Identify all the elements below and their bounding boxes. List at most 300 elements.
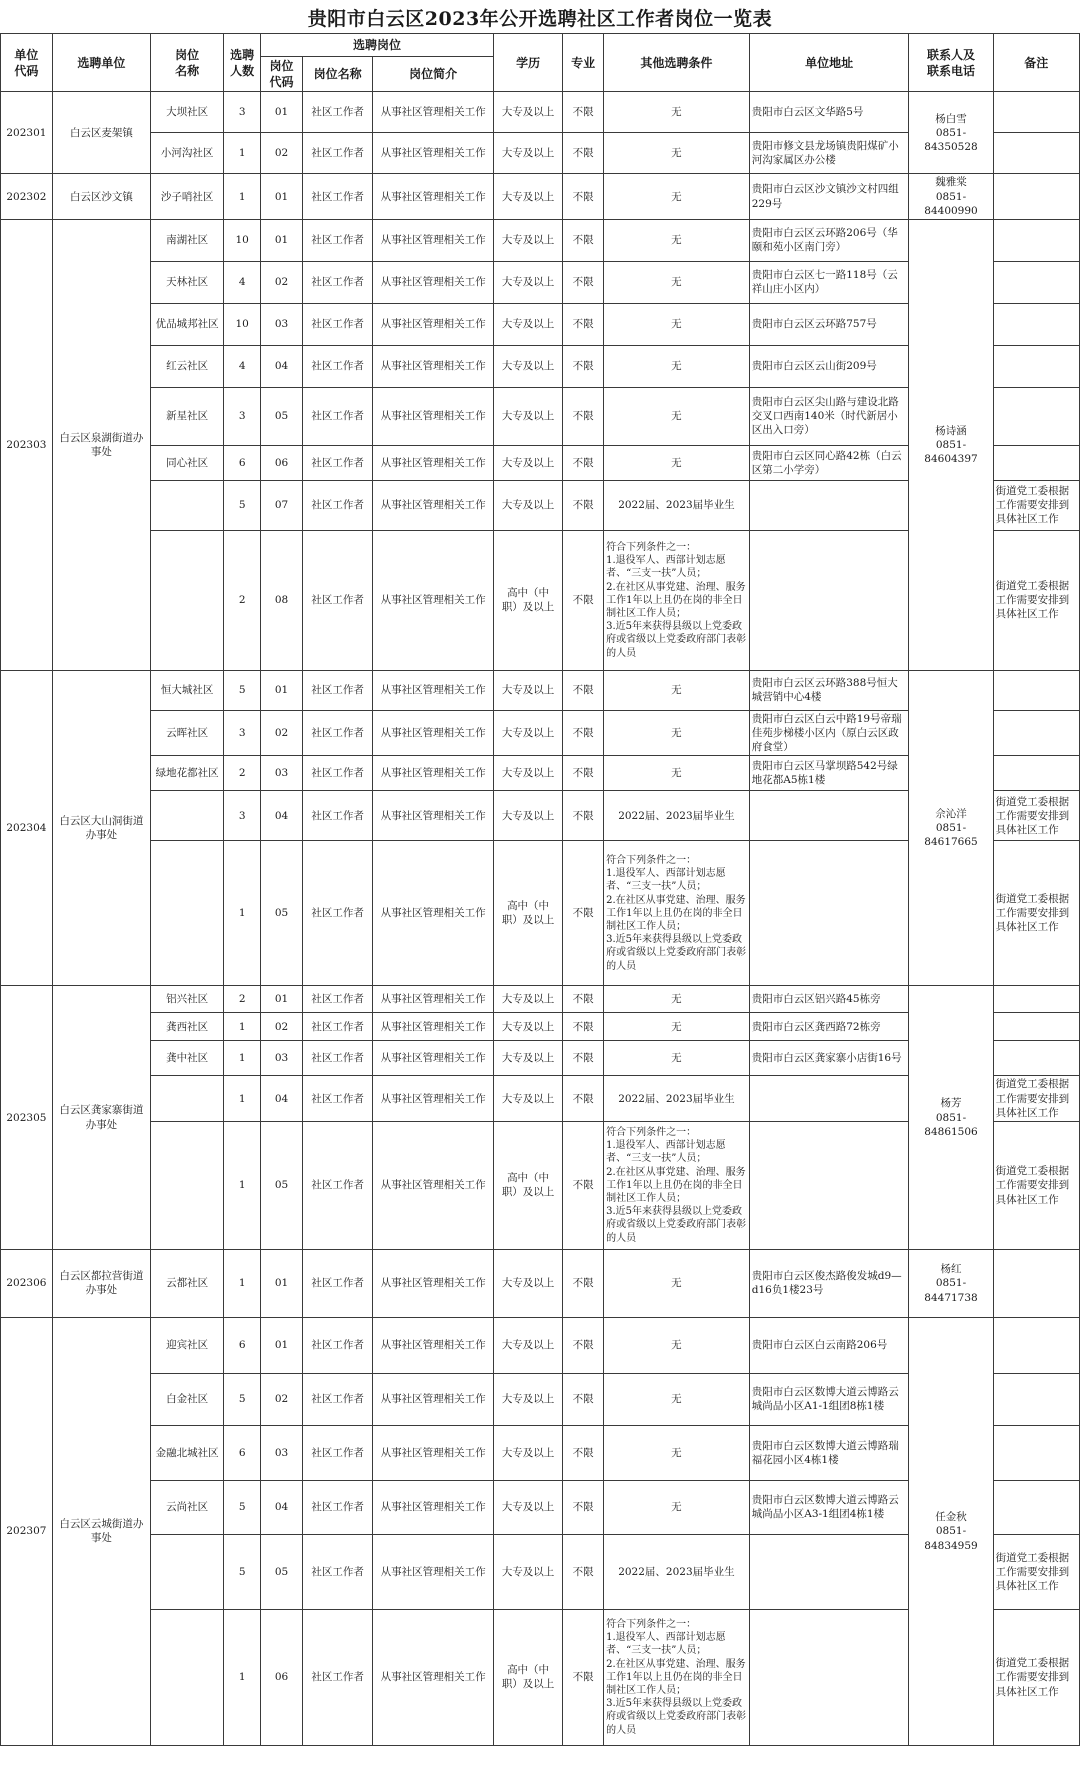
- post-title-cell: 社区工作者: [303, 133, 373, 174]
- address-cell: 贵阳市白云区铝兴路45栋旁: [749, 986, 909, 1013]
- address-cell: [749, 480, 909, 530]
- post-name-cell: [150, 841, 223, 986]
- post-code-cell: 05: [261, 1534, 303, 1609]
- count-cell: 1: [224, 174, 261, 220]
- note-cell: [993, 1013, 1079, 1041]
- col-post-desc: 岗位简介: [373, 57, 494, 92]
- unit-code-cell: 202301: [1, 92, 53, 174]
- count-cell: 5: [224, 1534, 261, 1609]
- post-code-cell: 01: [261, 1317, 303, 1373]
- post-code-cell: 08: [261, 530, 303, 670]
- note-cell: [993, 445, 1079, 480]
- post-desc-cell: 从事社区管理相关工作: [373, 480, 494, 530]
- contact-cell: 杨芳 0851-84861506: [909, 986, 993, 1250]
- post-desc-cell: 从事社区管理相关工作: [373, 1249, 494, 1317]
- address-cell: 贵阳市白云区龚家寨小店街16号: [749, 1041, 909, 1076]
- education-cell: 大专及以上: [494, 219, 563, 261]
- address-cell: 贵阳市白云区尖山路与建设北路交叉口西南140米（时代新居小区出入口旁）: [749, 387, 909, 445]
- post-name-cell: 小河沟社区: [150, 133, 223, 174]
- post-desc-cell: 从事社区管理相关工作: [373, 174, 494, 220]
- other-conditions-cell: 符合下列条件之一： 1.退役军人、西部计划志愿者、“三支一扶”人员； 2.在社区从事党建、治理、服务工作1年以上且仍在岗的非全日制社区工作人员； 3.近5年来获得县级以上党委政府或省级以上党委政府部门表彰的人员: [604, 1609, 750, 1745]
- unit-code-cell: 202302: [1, 174, 53, 220]
- post-name-cell: 同心社区: [150, 445, 223, 480]
- col-unit-code: 单位 代码: [1, 34, 53, 92]
- education-cell: 大专及以上: [494, 445, 563, 480]
- note-cell: [993, 1480, 1079, 1534]
- address-cell: 贵阳市白云区云环路388号恒大城营销中心4楼: [749, 670, 909, 710]
- count-cell: 1: [224, 1121, 261, 1249]
- education-cell: 大专及以上: [494, 1425, 563, 1480]
- education-cell: 大专及以上: [494, 1249, 563, 1317]
- post-desc-cell: 从事社区管理相关工作: [373, 219, 494, 261]
- count-cell: 10: [224, 303, 261, 345]
- other-conditions-cell: 2022届、2023届毕业生: [604, 1534, 750, 1609]
- count-cell: 10: [224, 219, 261, 261]
- post-title-cell: 社区工作者: [303, 1425, 373, 1480]
- contact-cell: 魏雅棠 0851-84400990: [909, 174, 993, 220]
- major-cell: 不限: [563, 756, 604, 791]
- address-cell: [749, 791, 909, 841]
- count-cell: 1: [224, 1013, 261, 1041]
- post-desc-cell: 从事社区管理相关工作: [373, 345, 494, 387]
- education-cell: 大专及以上: [494, 1373, 563, 1425]
- post-name-cell: 铝兴社区: [150, 986, 223, 1013]
- post-desc-cell: 从事社区管理相关工作: [373, 1480, 494, 1534]
- post-code-cell: 05: [261, 1121, 303, 1249]
- post-title-cell: 社区工作者: [303, 261, 373, 303]
- major-cell: 不限: [563, 1373, 604, 1425]
- major-cell: 不限: [563, 791, 604, 841]
- post-name-cell: 新星社区: [150, 387, 223, 445]
- unit-code-cell: 202303: [1, 219, 53, 670]
- major-cell: 不限: [563, 1013, 604, 1041]
- post-desc-cell: 从事社区管理相关工作: [373, 670, 494, 710]
- education-cell: 大专及以上: [494, 710, 563, 756]
- major-cell: 不限: [563, 1425, 604, 1480]
- education-cell: 高中（中 职）及以上: [494, 530, 563, 670]
- other-conditions-cell: 无: [604, 92, 750, 133]
- address-cell: [749, 841, 909, 986]
- post-name-cell: 红云社区: [150, 345, 223, 387]
- note-cell: 街道党工委根据工作需要安排到具体社区工作: [993, 1076, 1079, 1122]
- address-cell: 贵阳市白云区云环路757号: [749, 303, 909, 345]
- post-title-cell: 社区工作者: [303, 670, 373, 710]
- post-code-cell: 05: [261, 841, 303, 986]
- note-cell: [993, 986, 1079, 1013]
- post-name-cell: 天林社区: [150, 261, 223, 303]
- address-cell: 贵阳市白云区同心路42栋（白云区第二小学旁）: [749, 445, 909, 480]
- col-major: 专业: [563, 34, 604, 92]
- address-cell: 贵阳市白云区俊杰路俊发城d9—d16负1楼23号: [749, 1249, 909, 1317]
- contact-cell: 杨白雪 0851-84350528: [909, 92, 993, 174]
- major-cell: 不限: [563, 1249, 604, 1317]
- address-cell: [749, 1609, 909, 1745]
- note-cell: [993, 756, 1079, 791]
- post-code-cell: 04: [261, 1076, 303, 1122]
- col-count: 选聘 人数: [224, 34, 261, 92]
- education-cell: 大专及以上: [494, 1041, 563, 1076]
- post-desc-cell: 从事社区管理相关工作: [373, 387, 494, 445]
- education-cell: 大专及以上: [494, 1317, 563, 1373]
- post-name-cell: 云晖社区: [150, 710, 223, 756]
- post-code-cell: 02: [261, 261, 303, 303]
- post-desc-cell: 从事社区管理相关工作: [373, 1041, 494, 1076]
- post-name-cell: 绿地花都社区: [150, 756, 223, 791]
- post-name-cell: [150, 1609, 223, 1745]
- post-code-cell: 04: [261, 791, 303, 841]
- post-desc-cell: 从事社区管理相关工作: [373, 261, 494, 303]
- contact-cell: 杨红 0851-84471738: [909, 1249, 993, 1317]
- post-code-cell: 01: [261, 92, 303, 133]
- col-post-name: 岗位 名称: [150, 34, 223, 92]
- post-title-cell: 社区工作者: [303, 756, 373, 791]
- table-row: [1, 92, 1080, 133]
- post-code-cell: 06: [261, 1609, 303, 1745]
- unit-code-cell: 202305: [1, 986, 53, 1250]
- post-code-cell: 03: [261, 303, 303, 345]
- count-cell: 2: [224, 986, 261, 1013]
- education-cell: 大专及以上: [494, 986, 563, 1013]
- table-row: [1, 986, 1080, 1013]
- other-conditions-cell: 无: [604, 1249, 750, 1317]
- post-title-cell: 社区工作者: [303, 1121, 373, 1249]
- major-cell: 不限: [563, 1480, 604, 1534]
- note-cell: [993, 387, 1079, 445]
- count-cell: 1: [224, 1249, 261, 1317]
- education-cell: 大专及以上: [494, 670, 563, 710]
- post-title-cell: 社区工作者: [303, 986, 373, 1013]
- other-conditions-cell: 无: [604, 1373, 750, 1425]
- table-body: [1, 92, 1080, 1746]
- note-cell: [993, 261, 1079, 303]
- count-cell: 2: [224, 756, 261, 791]
- post-desc-cell: 从事社区管理相关工作: [373, 710, 494, 756]
- note-cell: 街道党工委根据工作需要安排到具体社区工作: [993, 480, 1079, 530]
- count-cell: 5: [224, 1373, 261, 1425]
- post-title-cell: 社区工作者: [303, 1317, 373, 1373]
- address-cell: [749, 1076, 909, 1122]
- post-code-cell: 04: [261, 345, 303, 387]
- count-cell: 4: [224, 345, 261, 387]
- post-code-cell: 04: [261, 1480, 303, 1534]
- count-cell: 6: [224, 1317, 261, 1373]
- education-cell: 大专及以上: [494, 174, 563, 220]
- count-cell: 6: [224, 1425, 261, 1480]
- education-cell: 大专及以上: [494, 92, 563, 133]
- post-title-cell: 社区工作者: [303, 530, 373, 670]
- note-cell: 街道党工委根据工作需要安排到具体社区工作: [993, 1534, 1079, 1609]
- major-cell: 不限: [563, 1041, 604, 1076]
- education-cell: 大专及以上: [494, 133, 563, 174]
- post-name-cell: 迎宾社区: [150, 1317, 223, 1373]
- count-cell: 1: [224, 133, 261, 174]
- other-conditions-cell: 无: [604, 1013, 750, 1041]
- note-cell: 街道党工委根据工作需要安排到具体社区工作: [993, 1121, 1079, 1249]
- education-cell: 大专及以上: [494, 261, 563, 303]
- post-title-cell: 社区工作者: [303, 1534, 373, 1609]
- post-desc-cell: 从事社区管理相关工作: [373, 1013, 494, 1041]
- note-cell: 街道党工委根据工作需要安排到具体社区工作: [993, 530, 1079, 670]
- other-conditions-cell: 无: [604, 174, 750, 220]
- post-desc-cell: 从事社区管理相关工作: [373, 530, 494, 670]
- major-cell: 不限: [563, 1121, 604, 1249]
- post-title-cell: 社区工作者: [303, 303, 373, 345]
- major-cell: 不限: [563, 387, 604, 445]
- contact-cell: 佘沁洋 0851-84617665: [909, 670, 993, 986]
- post-title-cell: 社区工作者: [303, 1480, 373, 1534]
- post-name-cell: [150, 1121, 223, 1249]
- other-conditions-cell: 符合下列条件之一： 1.退役军人、西部计划志愿者、“三支一扶”人员； 2.在社区从事党建、治理、服务工作1年以上且仍在岗的非全日制社区工作人员； 3.近5年来获得县级以上党委政府或省级以上党委政府部门表彰的人员: [604, 1121, 750, 1249]
- education-cell: 高中（中 职）及以上: [494, 1609, 563, 1745]
- education-cell: 大专及以上: [494, 387, 563, 445]
- major-cell: 不限: [563, 986, 604, 1013]
- address-cell: 贵阳市修文县龙场镇贵阳煤矿小河沟家属区办公楼: [749, 133, 909, 174]
- education-cell: 大专及以上: [494, 756, 563, 791]
- count-cell: 4: [224, 261, 261, 303]
- post-name-cell: [150, 480, 223, 530]
- other-conditions-cell: 无: [604, 387, 750, 445]
- post-name-cell: 沙子哨社区: [150, 174, 223, 220]
- address-cell: [749, 1534, 909, 1609]
- post-name-cell: 龚中社区: [150, 1041, 223, 1076]
- address-cell: 贵阳市白云区云环路206号（华颐和苑小区南门旁）: [749, 219, 909, 261]
- count-cell: 2: [224, 530, 261, 670]
- note-cell: [993, 1425, 1079, 1480]
- post-title-cell: 社区工作者: [303, 219, 373, 261]
- post-title-cell: 社区工作者: [303, 1249, 373, 1317]
- note-cell: [993, 1041, 1079, 1076]
- other-conditions-cell: 无: [604, 986, 750, 1013]
- col-note: 备注: [993, 34, 1079, 92]
- col-other-conditions: 其他选聘条件: [604, 34, 750, 92]
- unit-name-cell: 白云区龚家寨街道办事处: [52, 986, 150, 1250]
- contact-cell: 任金秋 0851-84834959: [909, 1317, 993, 1745]
- post-desc-cell: 从事社区管理相关工作: [373, 791, 494, 841]
- education-cell: 大专及以上: [494, 1480, 563, 1534]
- post-title-cell: 社区工作者: [303, 1041, 373, 1076]
- note-cell: [993, 92, 1079, 133]
- post-code-cell: 02: [261, 1013, 303, 1041]
- post-code-cell: 07: [261, 480, 303, 530]
- post-title-cell: 社区工作者: [303, 174, 373, 220]
- other-conditions-cell: 无: [604, 1480, 750, 1534]
- address-cell: 贵阳市白云区白云南路206号: [749, 1317, 909, 1373]
- post-title-cell: 社区工作者: [303, 92, 373, 133]
- other-conditions-cell: 无: [604, 261, 750, 303]
- post-code-cell: 02: [261, 133, 303, 174]
- col-education: 学历: [494, 34, 563, 92]
- post-desc-cell: 从事社区管理相关工作: [373, 445, 494, 480]
- post-name-cell: [150, 530, 223, 670]
- post-title-cell: 社区工作者: [303, 791, 373, 841]
- note-cell: [993, 174, 1079, 220]
- note-cell: [993, 133, 1079, 174]
- post-title-cell: 社区工作者: [303, 710, 373, 756]
- post-title-cell: 社区工作者: [303, 1609, 373, 1745]
- unit-name-cell: 白云区沙文镇: [52, 174, 150, 220]
- unit-name-cell: 白云区云城街道办事处: [52, 1317, 150, 1745]
- post-name-cell: [150, 1534, 223, 1609]
- education-cell: 高中（中 职）及以上: [494, 841, 563, 986]
- major-cell: 不限: [563, 174, 604, 220]
- col-post-group: 选聘岗位: [261, 34, 494, 57]
- other-conditions-cell: 无: [604, 1425, 750, 1480]
- major-cell: 不限: [563, 219, 604, 261]
- major-cell: 不限: [563, 445, 604, 480]
- count-cell: 1: [224, 1609, 261, 1745]
- post-name-cell: 云都社区: [150, 1249, 223, 1317]
- count-cell: 1: [224, 1041, 261, 1076]
- post-desc-cell: 从事社区管理相关工作: [373, 92, 494, 133]
- major-cell: 不限: [563, 1317, 604, 1373]
- unit-name-cell: 白云区泉湖街道办事处: [52, 219, 150, 670]
- post-name-cell: 大坝社区: [150, 92, 223, 133]
- note-cell: [993, 1249, 1079, 1317]
- table-row: [1, 219, 1080, 261]
- education-cell: 大专及以上: [494, 480, 563, 530]
- other-conditions-cell: 无: [604, 133, 750, 174]
- table-row: [1, 670, 1080, 710]
- education-cell: 大专及以上: [494, 1076, 563, 1122]
- count-cell: 5: [224, 480, 261, 530]
- unit-name-cell: 白云区都拉营街道办事处: [52, 1249, 150, 1317]
- education-cell: 大专及以上: [494, 791, 563, 841]
- other-conditions-cell: 无: [604, 219, 750, 261]
- unit-name-cell: 白云区麦架镇: [52, 92, 150, 174]
- post-code-cell: 01: [261, 1249, 303, 1317]
- other-conditions-cell: 无: [604, 1041, 750, 1076]
- note-cell: [993, 670, 1079, 710]
- post-name-cell: [150, 1076, 223, 1122]
- education-cell: 高中（中 职）及以上: [494, 1121, 563, 1249]
- note-cell: [993, 303, 1079, 345]
- address-cell: 贵阳市白云区数博大道云博路瑞福花园小区4栋1楼: [749, 1425, 909, 1480]
- note-cell: [993, 710, 1079, 756]
- post-desc-cell: 从事社区管理相关工作: [373, 133, 494, 174]
- post-desc-cell: 从事社区管理相关工作: [373, 1425, 494, 1480]
- unit-name-cell: 白云区大山洞街道办事处: [52, 670, 150, 986]
- post-desc-cell: 从事社区管理相关工作: [373, 1076, 494, 1122]
- count-cell: 5: [224, 1480, 261, 1534]
- table-row: [1, 1317, 1080, 1373]
- major-cell: 不限: [563, 303, 604, 345]
- post-title-cell: 社区工作者: [303, 1013, 373, 1041]
- other-conditions-cell: 无: [604, 756, 750, 791]
- post-code-cell: 03: [261, 756, 303, 791]
- post-code-cell: 05: [261, 387, 303, 445]
- post-code-cell: 01: [261, 219, 303, 261]
- other-conditions-cell: 符合下列条件之一： 1.退役军人、西部计划志愿者、“三支一扶”人员； 2.在社区从事党建、治理、服务工作1年以上且仍在岗的非全日制社区工作人员； 3.近5年来获得县级以上党委政府或省级以上党委政府部门表彰的人员: [604, 841, 750, 986]
- post-name-cell: 优品城邦社区: [150, 303, 223, 345]
- post-name-cell: 云尚社区: [150, 1480, 223, 1534]
- table-row: [1, 174, 1080, 220]
- other-conditions-cell: 无: [604, 345, 750, 387]
- major-cell: 不限: [563, 841, 604, 986]
- major-cell: 不限: [563, 345, 604, 387]
- count-cell: 3: [224, 791, 261, 841]
- post-code-cell: 01: [261, 174, 303, 220]
- post-code-cell: 03: [261, 1041, 303, 1076]
- note-cell: [993, 1317, 1079, 1373]
- positions-table: [0, 33, 1080, 1746]
- other-conditions-cell: 2022届、2023届毕业生: [604, 1076, 750, 1122]
- post-title-cell: 社区工作者: [303, 387, 373, 445]
- post-code-cell: 02: [261, 1373, 303, 1425]
- page-title: 贵阳市白云区2023年公开选聘社区工作者岗位一览表: [307, 8, 773, 30]
- other-conditions-cell: 无: [604, 1317, 750, 1373]
- major-cell: 不限: [563, 480, 604, 530]
- address-cell: 贵阳市白云区文华路5号: [749, 92, 909, 133]
- education-cell: 大专及以上: [494, 1534, 563, 1609]
- post-name-cell: 白金社区: [150, 1373, 223, 1425]
- other-conditions-cell: 符合下列条件之一： 1.退役军人、西部计划志愿者、“三支一扶”人员； 2.在社区从事党建、治理、服务工作1年以上且仍在岗的非全日制社区工作人员； 3.近5年来获得县级以上党委政府或省级以上党委政府部门表彰的人员: [604, 530, 750, 670]
- post-desc-cell: 从事社区管理相关工作: [373, 986, 494, 1013]
- post-title-cell: 社区工作者: [303, 445, 373, 480]
- post-desc-cell: 从事社区管理相关工作: [373, 1317, 494, 1373]
- post-desc-cell: 从事社区管理相关工作: [373, 1534, 494, 1609]
- post-name-cell: 金融北城社区: [150, 1425, 223, 1480]
- address-cell: 贵阳市白云区白云中路19号帝瑞佳苑步梯楼小区内（原白云区政府食堂）: [749, 710, 909, 756]
- major-cell: 不限: [563, 92, 604, 133]
- major-cell: 不限: [563, 133, 604, 174]
- other-conditions-cell: 无: [604, 303, 750, 345]
- address-cell: 贵阳市白云区数博大道云博路云城尚品小区A3-1组团4栋1楼: [749, 1480, 909, 1534]
- post-desc-cell: 从事社区管理相关工作: [373, 303, 494, 345]
- post-title-cell: 社区工作者: [303, 1076, 373, 1122]
- education-cell: 大专及以上: [494, 303, 563, 345]
- post-desc-cell: 从事社区管理相关工作: [373, 841, 494, 986]
- unit-code-cell: 202304: [1, 670, 53, 986]
- post-code-cell: 01: [261, 986, 303, 1013]
- education-cell: 大专及以上: [494, 345, 563, 387]
- other-conditions-cell: 2022届、2023届毕业生: [604, 480, 750, 530]
- col-post-code: 岗位 代码: [261, 57, 303, 92]
- major-cell: 不限: [563, 710, 604, 756]
- post-title-cell: 社区工作者: [303, 841, 373, 986]
- post-desc-cell: 从事社区管理相关工作: [373, 1609, 494, 1745]
- note-cell: 街道党工委根据工作需要安排到具体社区工作: [993, 791, 1079, 841]
- post-name-cell: 龚西社区: [150, 1013, 223, 1041]
- post-name-cell: [150, 791, 223, 841]
- other-conditions-cell: 无: [604, 710, 750, 756]
- address-cell: 贵阳市白云区云山街209号: [749, 345, 909, 387]
- address-cell: 贵阳市白云区马掌坝路542号绿地花都A5栋1楼: [749, 756, 909, 791]
- major-cell: 不限: [563, 670, 604, 710]
- address-cell: 贵阳市白云区七一路118号（云祥山庄小区内）: [749, 261, 909, 303]
- count-cell: 1: [224, 1076, 261, 1122]
- note-cell: [993, 1373, 1079, 1425]
- post-title-cell: 社区工作者: [303, 1373, 373, 1425]
- major-cell: 不限: [563, 1534, 604, 1609]
- note-cell: 街道党工委根据工作需要安排到具体社区工作: [993, 841, 1079, 986]
- address-cell: 贵阳市白云区龚西路72栋旁: [749, 1013, 909, 1041]
- major-cell: 不限: [563, 261, 604, 303]
- major-cell: 不限: [563, 530, 604, 670]
- other-conditions-cell: 无: [604, 445, 750, 480]
- count-cell: 3: [224, 710, 261, 756]
- address-cell: [749, 1121, 909, 1249]
- count-cell: 3: [224, 387, 261, 445]
- major-cell: 不限: [563, 1076, 604, 1122]
- post-title-cell: 社区工作者: [303, 480, 373, 530]
- post-code-cell: 03: [261, 1425, 303, 1480]
- count-cell: 1: [224, 841, 261, 986]
- post-desc-cell: 从事社区管理相关工作: [373, 1373, 494, 1425]
- count-cell: 6: [224, 445, 261, 480]
- address-cell: [749, 530, 909, 670]
- post-code-cell: 02: [261, 710, 303, 756]
- post-title-cell: 社区工作者: [303, 345, 373, 387]
